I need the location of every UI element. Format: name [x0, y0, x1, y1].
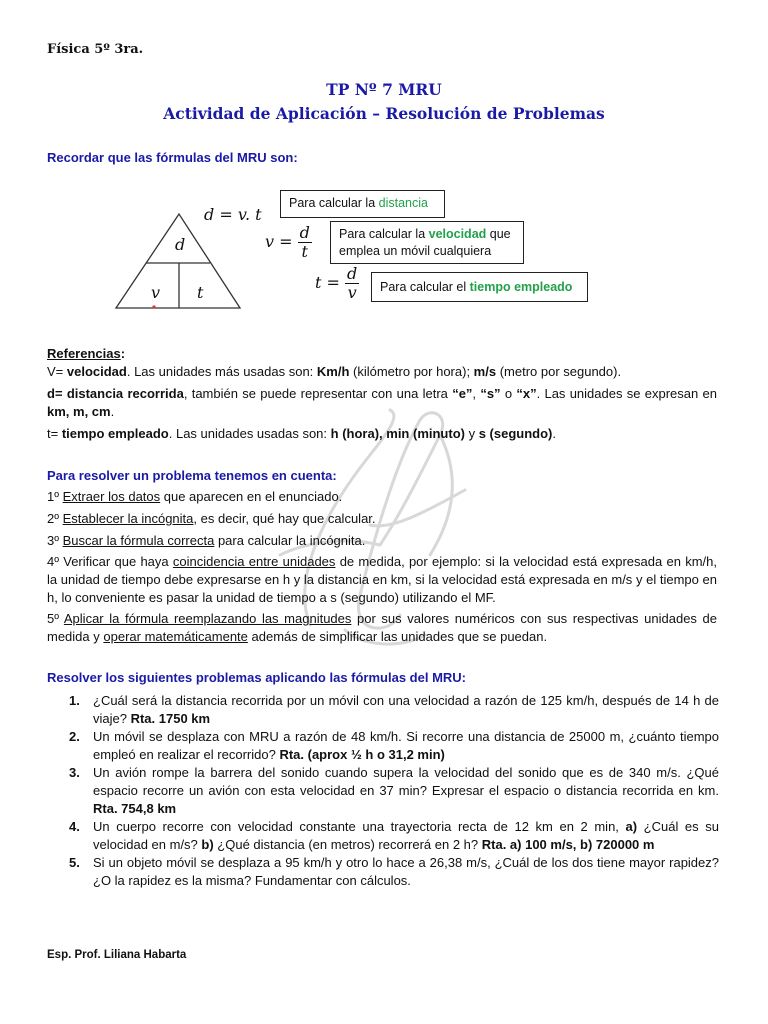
page-subtitle: Actividad de Aplicación – Resolución de Problemas: [163, 104, 605, 123]
step-1: [47, 488, 717, 506]
ref-d-d: “e”: [452, 386, 473, 401]
step-1-a: 1º: [47, 489, 63, 504]
problem-4: [47, 818, 719, 854]
step-4-a: 4º Verificar que haya: [47, 554, 173, 569]
step-4-b: coincidencia entre unidades: [172, 554, 336, 569]
callout-velocity: [330, 221, 524, 264]
ref-t-a: t=: [47, 426, 62, 441]
problem-3-answer: Rta. 754,8 km: [93, 801, 177, 816]
steps-heading: Para resolver un problema tenemos en cuenta:: [47, 468, 337, 483]
formula-velocity-num: d: [299, 223, 310, 242]
ref-d-i: . Las unidades se expresan en: [536, 386, 717, 401]
problem-2-answer: Rta. (aprox ½ h o 31,2 min): [279, 747, 445, 762]
ref-t-c: . Las unidades usadas son:: [168, 426, 331, 441]
reference-time: [47, 425, 717, 443]
formula-velocity-lhs: v =: [265, 232, 293, 251]
problem-1: [47, 692, 719, 728]
step-5-c: por sus valores numéricos con sus respectivas unidades de medida y: [47, 611, 717, 644]
references-heading: [47, 345, 125, 363]
formula-time-lhs: t =: [315, 273, 340, 292]
problem-2-number: 2.: [69, 729, 80, 744]
step-3-c: para calcular la incógnita.: [214, 533, 366, 548]
problem-3: [47, 764, 719, 818]
ref-t-h: s (segundo): [478, 426, 553, 441]
references-heading-colon: :: [120, 346, 126, 361]
formula-time: [315, 265, 359, 302]
formula-velocity: [265, 224, 312, 261]
step-2-b: Establecer la incógnita: [62, 511, 194, 526]
formula-time-den: v: [347, 283, 357, 302]
callout-time-highlight: tiempo empleado: [469, 280, 573, 294]
step-5-b: Aplicar la fórmula reemplazando las magnitudes: [63, 611, 352, 626]
problem-1-answer: Rta. 1750 km: [130, 711, 211, 726]
problem-2: [47, 728, 719, 764]
callout-distance: [280, 190, 445, 218]
step-3-b: Buscar la fórmula correcta: [62, 533, 215, 548]
problem-2-text: Un móvil se desplaza con MRU a razón de 48 km/h. Si recorre una distancia de 25000 m, ¿cuánto tiempo empleó en realizar el recorrido?: [93, 729, 719, 762]
problems-heading: Resolver los siguientes problemas aplicando las fórmulas del MRU:: [47, 670, 467, 685]
problem-1-text: ¿Cuál será la distancia recorrida por un móvil con una velocidad a razón de 125 km/h, después de 14 h de viaje?: [93, 693, 719, 726]
formula-distance: [204, 205, 262, 224]
problem-1-number: 1.: [69, 693, 80, 708]
step-2-c: , es decir, qué hay que calcular.: [193, 511, 376, 526]
ref-v-f: m/s: [473, 364, 497, 379]
problems-list: [47, 692, 719, 890]
ref-d-e: ,: [472, 386, 481, 401]
ref-v-b: velocidad: [66, 364, 127, 379]
ref-v-e: (kilómetro por hora);: [349, 364, 474, 379]
ref-d-g: o: [500, 386, 517, 401]
ref-t-g: y: [464, 426, 479, 441]
page-title: TP Nº 7 MRU: [326, 80, 442, 99]
ref-t-d: h (hora): [330, 426, 380, 441]
reference-distance: [47, 385, 717, 421]
ref-t-f: min (minuto): [386, 426, 465, 441]
triangle-v: v: [151, 283, 161, 302]
ref-d-c: , también se puede representar con una letra: [183, 386, 453, 401]
formulas-intro: Recordar que las fórmulas del MRU son:: [47, 150, 298, 165]
step-3-a: 3º: [47, 533, 63, 548]
ref-v-a: V=: [47, 364, 67, 379]
triangle-d: d: [175, 235, 186, 254]
step-4-c: de medida, por ejemplo: si la velocidad está expresada en km/h, la unidad de tiempo debe expresarse en h y la distancia en km, si la velocidad está expresada en m/s y el tiempo en h, lo conveniente es pasar la unidad de tiempo a s (segundo) utilizando el MF.: [47, 554, 718, 605]
callout-distance-prefix: Para calcular la: [289, 196, 379, 210]
step-4: [47, 553, 717, 607]
ref-d-k: .: [110, 404, 115, 419]
step-5-e: además de simplificar las unidades que se puedan.: [247, 629, 548, 644]
ref-v-d: Km/h: [316, 364, 350, 379]
callout-time-prefix: Para calcular el: [380, 280, 470, 294]
formula-distance-lhs: d: [204, 205, 215, 224]
ref-t-i: .: [552, 426, 557, 441]
ref-t-e: ,: [379, 426, 387, 441]
step-2-a: 2º: [47, 511, 63, 526]
step-1-c: que aparecen en el enunciado.: [160, 489, 343, 504]
mru-triangle: [112, 212, 242, 312]
ref-t-b: tiempo empleado: [61, 426, 169, 441]
ref-d-h: “x”: [516, 386, 537, 401]
step-5-d: operar matemáticamente: [103, 629, 248, 644]
ref-v-c: . Las unidades más usadas son:: [126, 364, 317, 379]
callout-distance-highlight: distancia: [378, 196, 428, 210]
problem-3-number: 3.: [69, 765, 80, 780]
problem-3-text: Un avión rompe la barrera del sonido cuando supera la velocidad del sonido que es de 340 m/s. ¿Qué espacio recorre un avión con esta velocidad en 37 min? Expresar el espacio o distancia recorrida en km.: [93, 765, 719, 798]
ref-d-b: distancia recorrida: [66, 386, 184, 401]
problem-4-text: Un cuerpo recorre con velocidad constante una trayectoria recta de 12 km en 2 min,: [93, 819, 626, 834]
problem-5: [47, 854, 719, 890]
callout-time: [371, 272, 588, 302]
problem-5-text: Si un objeto móvil se desplaza a 95 km/h y otro lo hace a 26,38 m/s, ¿Cuál de los dos tiene mayor rapidez? ¿O la rapidez es la misma? Fundamentar con cálculos.: [93, 855, 719, 888]
reference-velocity: [47, 363, 717, 381]
formula-distance-rhs: = v. t: [219, 205, 262, 224]
problem-4-b-text: ¿Qué distancia (en metros) recorrerá en 2 h?: [213, 837, 482, 852]
callout-velocity-suffix: que emplea un móvil cualquiera: [339, 227, 511, 258]
problem-4-a-text: ¿Cuál es su velocidad en m/s?: [93, 819, 719, 852]
footer-author: Esp. Prof. Liliana Habarta: [47, 949, 187, 961]
problem-4-a-label: a): [625, 819, 638, 834]
callout-velocity-prefix: Para calcular la: [339, 227, 429, 241]
step-3: [47, 532, 717, 550]
problem-4-answer: Rta. a) 100 m/s, b) 720000 m: [481, 837, 655, 852]
ref-d-f: “s”: [480, 386, 501, 401]
problem-4-number: 4.: [69, 819, 80, 834]
ref-d-j: km, m, cm: [47, 404, 111, 419]
callout-velocity-highlight: velocidad: [428, 227, 487, 241]
ref-d-a: d=: [47, 386, 67, 401]
triangle-t: t: [197, 283, 204, 302]
step-2: [47, 510, 717, 528]
step-5: [47, 610, 717, 646]
ref-v-g: (metro por segundo).: [496, 364, 622, 379]
step-1-b: Extraer los datos: [62, 489, 161, 504]
formula-velocity-den: t: [301, 242, 308, 261]
course-label: Física 5º 3ra.: [47, 42, 144, 57]
step-5-a: 5º: [47, 611, 64, 626]
references-heading-text: Referencias: [47, 346, 121, 361]
problem-4-b-label: b): [201, 837, 214, 852]
problem-5-number: 5.: [69, 855, 80, 870]
formula-time-num: d: [347, 264, 358, 283]
